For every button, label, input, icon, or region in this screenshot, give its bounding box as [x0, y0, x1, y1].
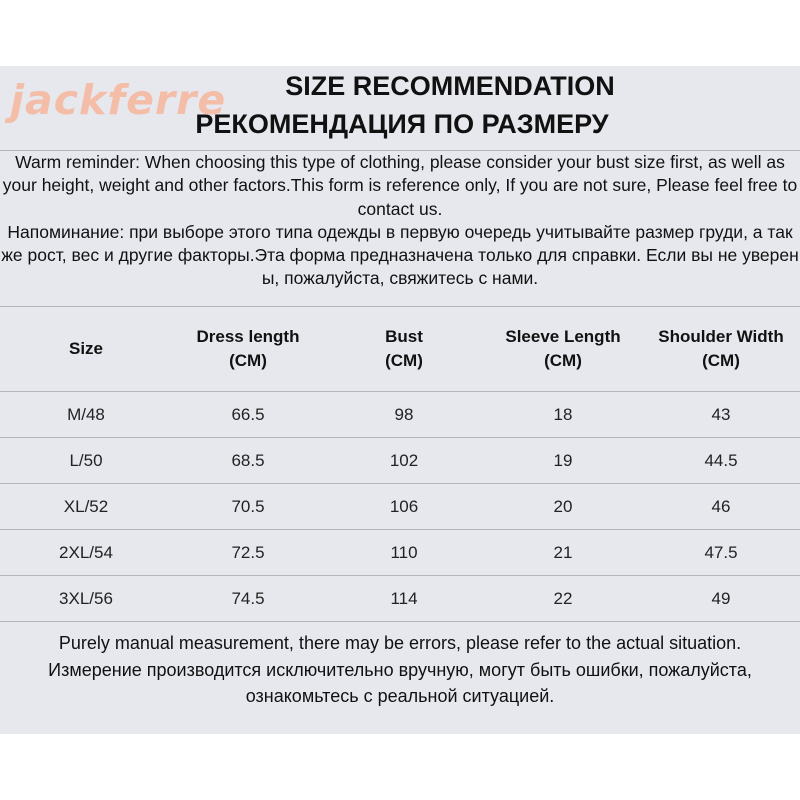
reminder-text: [0, 151, 800, 291]
table-row: [0, 392, 800, 438]
table-row: [0, 576, 800, 622]
cell-dress-length: 70.5: [172, 484, 324, 530]
footer-english: Purely manual measurement, there may be errors, please refer to the actual situation.: [58, 633, 742, 653]
cell-dress-length: 66.5: [172, 392, 324, 438]
table-row: [0, 484, 800, 530]
cell-dress-length: 74.5: [172, 576, 324, 622]
title-english: SIZE RECOMMENDATION: [285, 71, 615, 101]
cell-bust: 110: [324, 530, 484, 576]
cell-size: L/50: [0, 438, 172, 484]
title-russian: РЕКОМЕНДАЦИЯ ПО РАЗМЕРУ: [195, 109, 609, 139]
cell-sleeve-length: 18: [484, 392, 642, 438]
header-size: Size: [0, 307, 172, 392]
cell-dress-length: 72.5: [172, 530, 324, 576]
cell-bust: 106: [324, 484, 484, 530]
footer-russian: Измерение производится исключительно вручную, могут быть ошибки, пожалуйста, ознакомьтесь с реальной ситуацией.: [48, 659, 752, 706]
cell-bust: 114: [324, 576, 484, 622]
cell-shoulder-width: 46: [642, 484, 800, 530]
cell-sleeve-length: 20: [484, 484, 642, 530]
table-row: [0, 438, 800, 484]
cell-shoulder-width: 47.5: [642, 530, 800, 576]
size-table: [0, 307, 800, 622]
cell-sleeve-length: 19: [484, 438, 642, 484]
cell-shoulder-width: 49: [642, 576, 800, 622]
brand-logo: jackferre: [10, 76, 227, 124]
reminder-english: Warm reminder: When choosing this type of clothing, please consider your bust size first, as well as your height, weight and other factors.This form is reference only, If you are not sure, Please feel free to contact us.: [2, 152, 798, 219]
cell-sleeve-length: 22: [484, 576, 642, 622]
cell-size: XL/52: [0, 484, 172, 530]
header: [0, 66, 800, 150]
header-bust: Bust (CM): [324, 307, 484, 392]
table-header-row: [0, 307, 800, 392]
cell-size: 2XL/54: [0, 530, 172, 576]
cell-dress-length: 68.5: [172, 438, 324, 484]
header-dress-length: Dress length (CM): [172, 307, 324, 392]
size-chart-panel: [0, 66, 800, 734]
cell-size: M/48: [0, 392, 172, 438]
cell-sleeve-length: 21: [484, 530, 642, 576]
table-row: [0, 530, 800, 576]
cell-shoulder-width: 44.5: [642, 438, 800, 484]
cell-shoulder-width: 43: [642, 392, 800, 438]
header-sleeve-length: Sleeve Length (CM): [484, 307, 642, 392]
reminder-russian: Напоминание: при выборе этого типа одежды в первую очередь учитывайте размер груди, а так же рост, вес и другие факторы.Эта форма предназначена только для справки. Если вы не уверен ы, пожалуйста, свяжитесь с нами.: [1, 221, 799, 289]
header-shoulder-width: Shoulder Width (CM): [642, 307, 800, 392]
cell-bust: 102: [324, 438, 484, 484]
cell-bust: 98: [324, 392, 484, 438]
footer-note: [0, 630, 800, 710]
cell-size: 3XL/56: [0, 576, 172, 622]
